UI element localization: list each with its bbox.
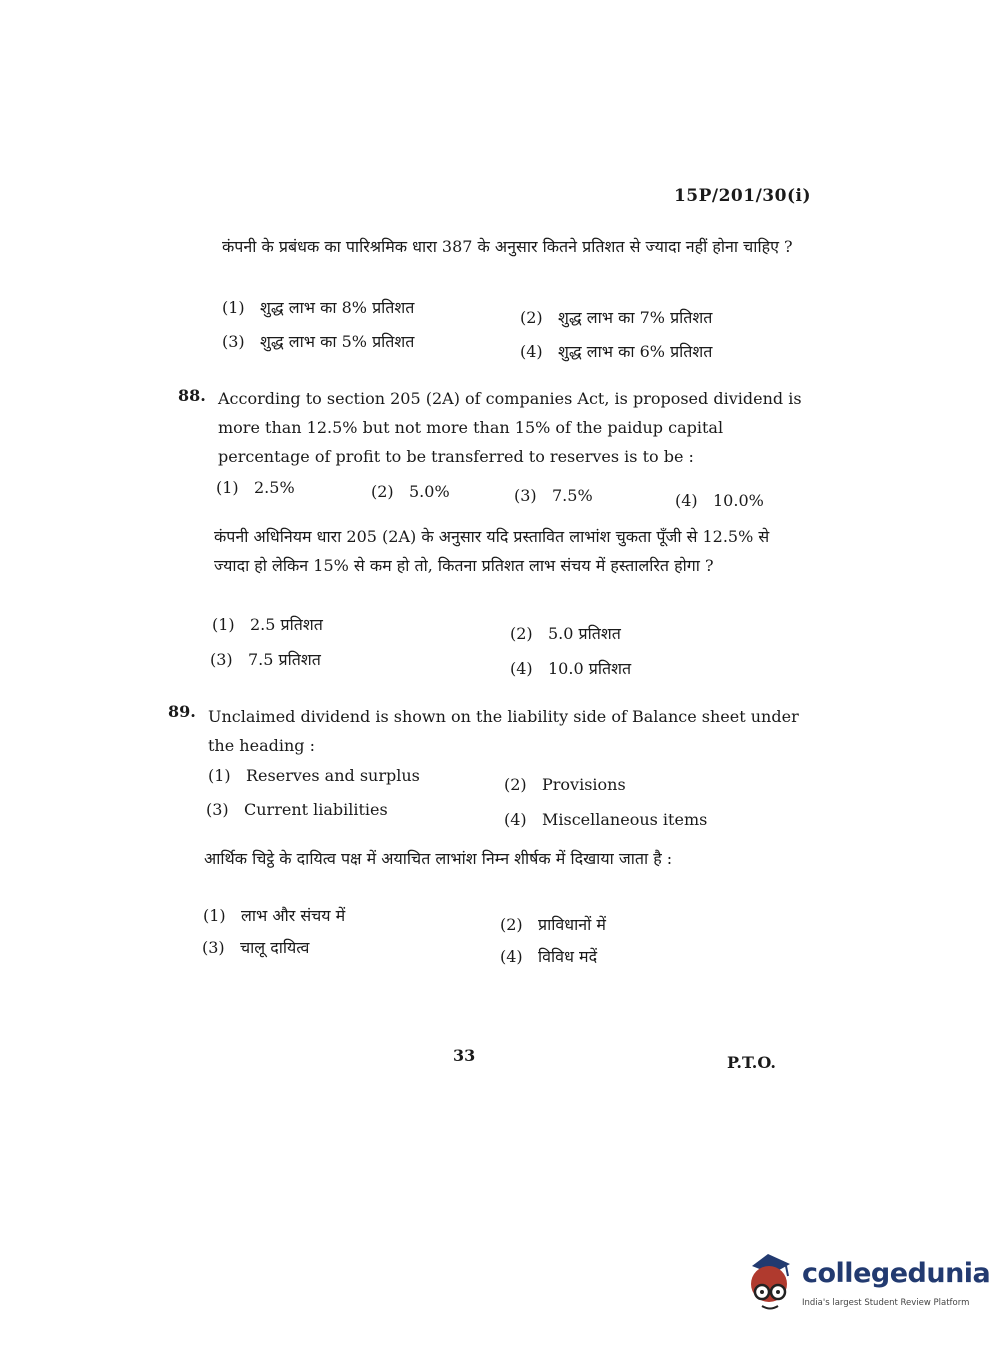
page-number: 33 — [453, 1046, 476, 1065]
option-number: (3) — [514, 486, 537, 505]
option-number: (4) — [675, 491, 698, 510]
option-text: शुद्ध लाभ का 8% प्रतिशत — [260, 298, 415, 317]
option-4 — [504, 810, 707, 829]
option-4 — [675, 491, 764, 510]
option-number: (1) — [212, 615, 235, 634]
question-text-hindi: कंपनी अधिनियम धारा 205 (2A) के अनुसार यदि प्रस्तावित लाभांश चुकता पूँजी से 12.5% से ज्यादा हो लेकिन 15% से कम हो तो, कितना प्रतिशत लाभ संचय में हस्तालरित होगा ? — [214, 527, 770, 575]
option-text: 5.0% — [409, 482, 450, 501]
option-number: (2) — [510, 624, 533, 643]
option-text: 7.5% — [552, 486, 593, 505]
hindi-option-1 — [212, 613, 323, 635]
hindi-option-1 — [203, 904, 345, 926]
option-1 — [216, 478, 295, 497]
option-text: शुद्ध लाभ का 6% प्रतिशत — [558, 342, 713, 361]
option-number: (3) — [202, 938, 225, 957]
question-number: 88. — [178, 386, 206, 405]
option-text: 7.5 प्रतिशत — [248, 650, 321, 669]
option-text: शुद्ध लाभ का 7% प्रतिशत — [558, 308, 713, 327]
hindi-option-3 — [202, 936, 309, 958]
option-1 — [222, 296, 414, 318]
hindi-option-3 — [210, 648, 321, 670]
option-text: 2.5% — [254, 478, 295, 497]
option-number: (1) — [203, 906, 226, 925]
option-text: लाभ और संचय में — [241, 906, 346, 925]
option-text: 5.0 प्रतिशत — [548, 624, 621, 643]
option-text: प्राविधानों में — [538, 915, 606, 934]
option-number: (4) — [510, 659, 533, 678]
option-number: (2) — [520, 308, 543, 327]
question-number: 89. — [168, 702, 196, 721]
option-text: 2.5 प्रतिशत — [250, 615, 323, 634]
option-number: (1) — [216, 478, 239, 497]
option-number: (1) — [208, 766, 231, 785]
option-text: Provisions — [542, 775, 626, 794]
hindi-option-2 — [510, 622, 621, 644]
option-text: Miscellaneous items — [542, 810, 708, 829]
option-2 — [504, 775, 626, 794]
option-number: (3) — [222, 332, 245, 351]
option-2 — [371, 482, 450, 501]
option-number: (3) — [210, 650, 233, 669]
option-3 — [514, 486, 593, 505]
question-text: Unclaimed dividend is shown on the liability side of Balance sheet under the heading : — [208, 707, 799, 755]
option-text: Reserves and surplus — [246, 766, 420, 785]
option-2 — [520, 306, 712, 328]
hindi-option-4 — [510, 657, 631, 679]
mascot-icon — [742, 1252, 800, 1314]
collegedunia-logo — [742, 1250, 991, 1320]
option-number: (4) — [504, 810, 527, 829]
option-text: चालू दायित्व — [240, 938, 310, 957]
question-text: According to section 205 (2A) of companies Act, is proposed dividend is more than 12.5% but not more than 15% of the paidup capital percentage of profit to be transferred to reserves is to be : — [218, 389, 802, 466]
brand-name: collegedunia — [802, 1258, 991, 1289]
hindi-option-2 — [500, 913, 606, 935]
option-number: (1) — [222, 298, 245, 317]
option-text: 10.0 प्रतिशत — [548, 659, 632, 678]
option-number: (3) — [206, 800, 229, 819]
question-text-hindi: आर्थिक चिट्ठे के दायित्व पक्ष में अयाचित लाभांश निम्न शीर्षक में दिखाया जाता है : — [204, 849, 673, 868]
hindi-option-4 — [500, 945, 597, 967]
option-text: Current liabilities — [244, 800, 388, 819]
option-3 — [222, 330, 414, 352]
option-3 — [206, 800, 388, 819]
option-number: (2) — [371, 482, 394, 501]
option-number: (4) — [500, 947, 523, 966]
option-1 — [208, 766, 420, 785]
option-text: विविध मदें — [538, 947, 598, 966]
option-text: शुद्ध लाभ का 5% प्रतिशत — [260, 332, 415, 351]
pto-label: P.T.O. — [727, 1053, 776, 1072]
option-number: (2) — [500, 915, 523, 934]
option-4 — [520, 340, 712, 362]
option-text: 10.0% — [713, 491, 764, 510]
option-number: (4) — [520, 342, 543, 361]
brand-tagline: India's largest Student Review Platform — [802, 1298, 970, 1308]
question-text: कंपनी के प्रबंधक का पारिश्रमिक धारा 387 के अनुसार कितने प्रतिशत से ज्यादा नहीं होना चाहिए ? — [222, 237, 793, 256]
paper-code: 15P/201/30(i) — [673, 186, 811, 206]
option-number: (2) — [504, 775, 527, 794]
